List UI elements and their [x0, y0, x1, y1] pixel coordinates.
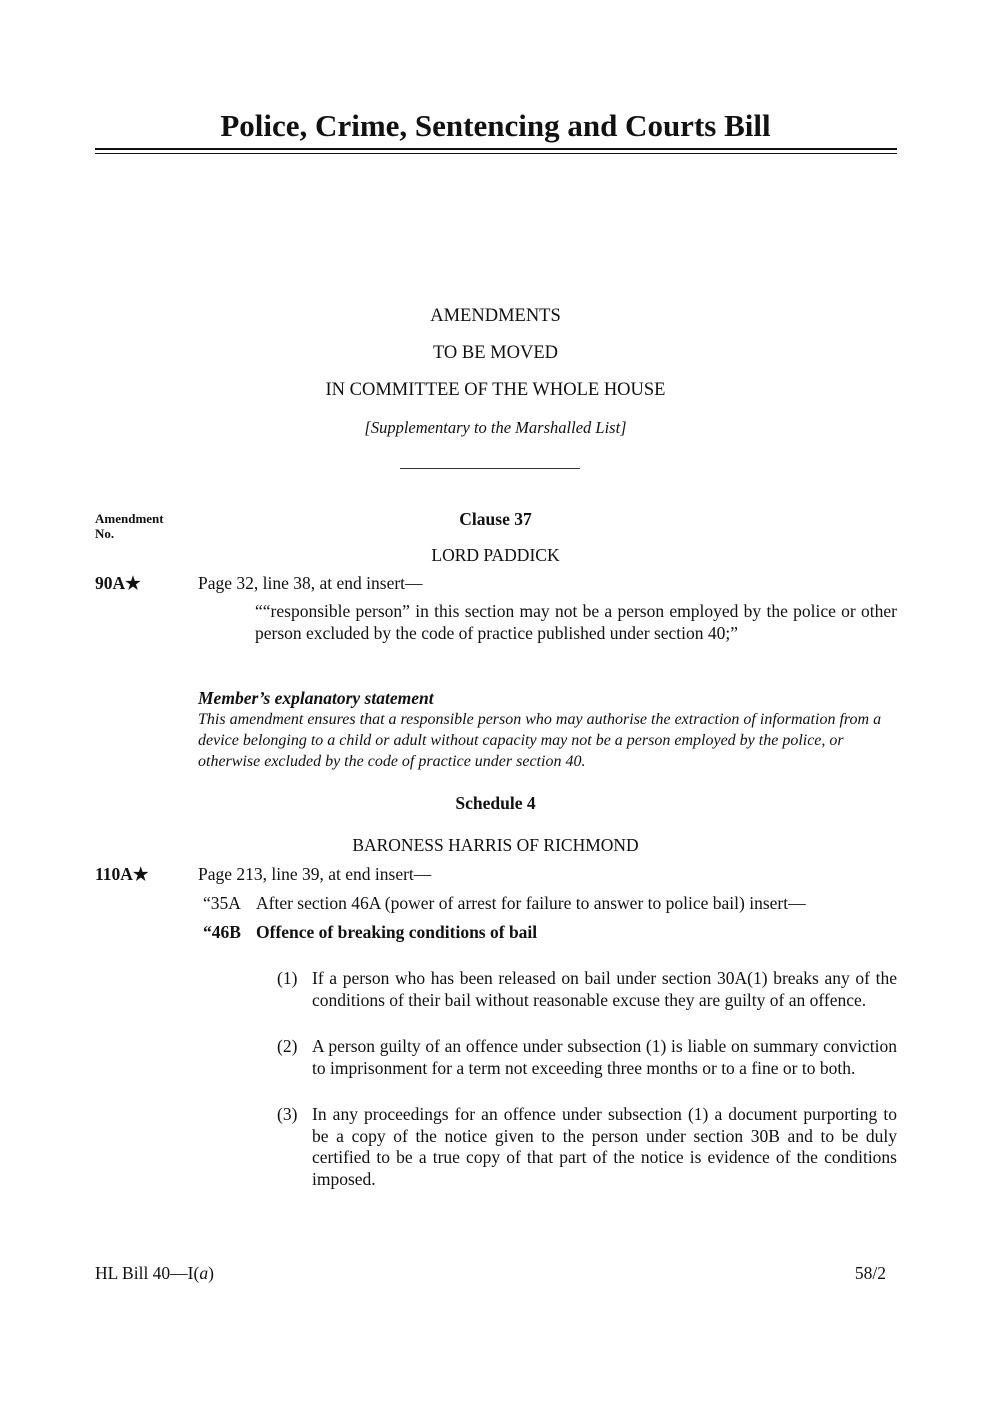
amendment-no-label: Amendment No. — [95, 511, 164, 541]
amendment-number: 110A★ — [95, 864, 149, 884]
subsection-text: If a person who has been released on bail under section 30A(1) breaks any of the conditions of their bail without reasonable excuse they are guilty of an offence. — [312, 968, 897, 1010]
member-name: LORD PADDICK — [431, 545, 560, 565]
subheading: [Supplementary to the Marshalled List] — [364, 418, 627, 437]
paragraph-text: After section 46A (power of arrest for failure to answer to police bail) insert— — [256, 893, 806, 913]
explanatory-statement: This amendment ensures that a responsible person who may authorise the extraction of information from a device belonging to a child or adult without capacity may not be a person employed by the police, or otherwise excluded by the code of practice under section 40. — [198, 711, 882, 770]
member-name: BARONESS HARRIS OF RICHMOND — [352, 835, 639, 855]
section-heading-schedule-4: Schedule 4 — [455, 793, 536, 813]
subsection-text: In any proceedings for an offence under subsection (1) a document purporting to be a copy of the notice given to the person under section 30B and to be duly certified to be a true copy of that part of the notice is evidence of the conditions imposed. — [312, 1104, 897, 1189]
subsection-number: (1) — [277, 968, 298, 988]
section-heading-clause-37: Clause 37 — [459, 509, 532, 529]
heading-amendments: AMENDMENTS — [430, 306, 561, 326]
title-rule — [95, 148, 897, 150]
section-title: Offence of breaking conditions of bail — [256, 922, 538, 942]
heading-committee: IN COMMITTEE OF THE WHOLE HOUSE — [325, 380, 666, 400]
subsection-number: (3) — [277, 1104, 298, 1124]
subsection-text: A person guilty of an offence under subsection (1) is liable on summary conviction to imprisonment for a term not exceeding three months or to a fine or to both. — [312, 1036, 897, 1078]
amendment-number: 90A★ — [95, 573, 141, 593]
title-rule-thin — [95, 153, 897, 154]
subsection-number: (2) — [277, 1036, 298, 1056]
section-number: “46B — [203, 922, 241, 942]
explanatory-statement-heading: Member’s explanatory statement — [198, 688, 434, 708]
divider — [400, 468, 580, 469]
amendment-instruction: Page 213, line 39, at end insert— — [198, 864, 432, 884]
bill-reference: HL Bill 40—I(a) — [95, 1263, 214, 1283]
heading-to-be-moved: TO BE MOVED — [432, 343, 559, 363]
amendment-instruction: Page 32, line 38, at end insert— — [198, 573, 423, 593]
paragraph-number: “35A — [203, 893, 241, 913]
bill-title: Police, Crime, Sentencing and Courts Bill — [220, 108, 771, 143]
page-reference: 58/2 — [854, 1263, 886, 1283]
amendment-text: ““responsible person” in this section may not be a person employed by the police or other person excluded by the code of practice published under section 40;” — [255, 601, 897, 643]
